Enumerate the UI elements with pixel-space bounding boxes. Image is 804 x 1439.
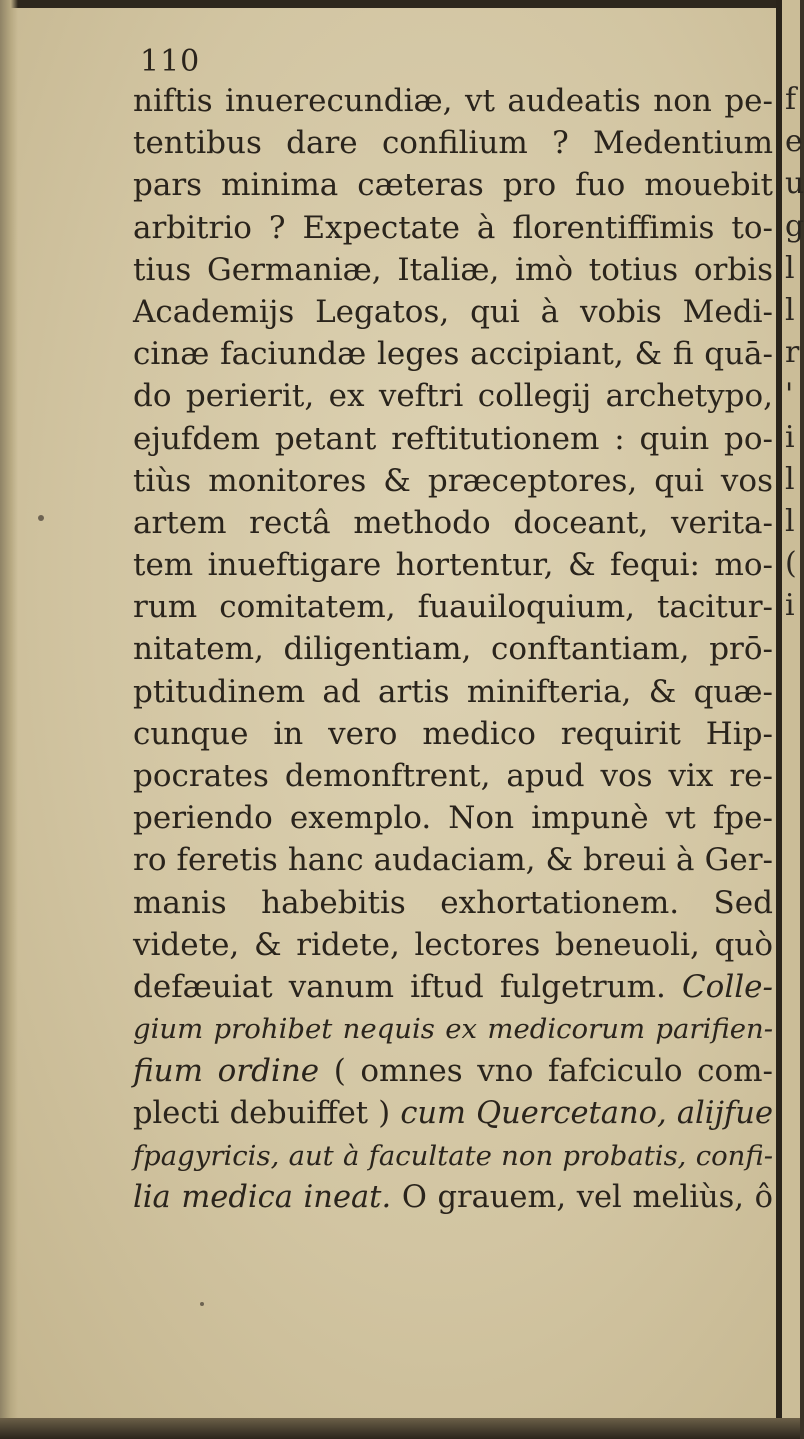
text-line: [133, 671, 773, 713]
facing-page-margin: [782, 0, 804, 1439]
text-segment: nitatem, diligentiam, conftantiam, prō-: [133, 631, 773, 668]
italic-text-segment: cum Quercetano, alijfue: [400, 1095, 773, 1131]
facing-page-fragment: l: [785, 250, 795, 286]
text-segment: tentibus dare confilium ? Medentium: [133, 125, 773, 162]
text-segment: manis habebitis exhortationem. Sed: [133, 884, 773, 921]
text-segment: arbitrio ? Expectate à florentiffimis to-: [133, 209, 773, 246]
page-number: 110: [140, 44, 201, 79]
ink-speck: [200, 1302, 204, 1306]
text-line: [133, 249, 773, 291]
facing-page-fragment: g: [785, 208, 804, 244]
facing-page-fragment: i: [785, 588, 795, 624]
text-segment: ptitudinem ad artis minifteria, & quæ-: [133, 673, 773, 710]
text-line: [133, 713, 773, 755]
top-binding-edge: [0, 0, 800, 8]
text-line: [133, 1177, 773, 1219]
text-segment: ro feretis hanc audaciam, & breui à Ger-: [133, 842, 773, 879]
text-segment: pocrates demonftrent, apud vos vix re-: [133, 758, 773, 794]
text-line: [133, 418, 773, 460]
text-segment: pars minima cæteras pro fuo mouebit: [133, 167, 773, 204]
facing-page-fragment: [785, 671, 799, 711]
facing-page-fragment: l: [785, 461, 795, 497]
facing-page-fragment: [785, 629, 799, 669]
text-segment: ejufdem petant reftitutionem : quin po-: [133, 420, 773, 457]
facing-page-fragment: [785, 840, 799, 880]
text-segment: cunque in vero medico requirit Hip-: [133, 715, 773, 752]
facing-page-fragment: [785, 797, 799, 837]
ink-speck: [38, 515, 44, 521]
facing-page-fragment: [785, 713, 799, 753]
italic-text-segment: lia medica ineat.: [133, 1179, 402, 1215]
text-line: [133, 924, 773, 966]
bottom-page-edge: [0, 1418, 800, 1439]
text-segment: tius Germaniæ, Italiæ, imò totius orbis: [133, 251, 773, 288]
text-line: [133, 1093, 773, 1135]
facing-page-fragment: r: [785, 335, 800, 371]
text-segment: O grauem, vel meliùs, ô: [401, 1179, 773, 1215]
text-segment: defæuiat vanum iftud fulgetrum.: [133, 968, 682, 1005]
text-segment: ( omnes vno fafciculo com-: [333, 1053, 773, 1090]
text-line: [133, 502, 773, 544]
text-segment: tem inueftigare hortentur, & fequi: mo-: [133, 547, 773, 584]
text-line: [133, 164, 773, 206]
facing-page-fragment: [785, 755, 799, 795]
facing-page-fragment: l: [785, 293, 795, 328]
text-line: [133, 797, 773, 839]
text-line: [133, 839, 773, 881]
text-segment: plecti debuiffet ): [133, 1095, 401, 1131]
text-line: [133, 755, 773, 797]
italic-text-segment: fpagyricis, aut à facultate non probatis, confi-: [133, 1139, 773, 1172]
left-page-edge: [0, 0, 18, 1439]
italic-text-segment: Colle-: [681, 968, 773, 1005]
text-line: [133, 966, 773, 1008]
text-segment: cinæ faciundæ leges accipiant, & fi quā-: [133, 336, 773, 373]
text-line: [133, 586, 773, 628]
text-segment: videte, & ridete, lectores beneuoli, quò: [133, 926, 773, 963]
text-segment: Academijs Legatos, qui à vobis Medi-: [133, 293, 773, 330]
text-line: [133, 544, 773, 586]
text-line: [133, 1008, 773, 1050]
text-segment: rum comitatem, fuauiloquium, tacitur-: [133, 589, 773, 626]
text-line: [133, 460, 773, 502]
facing-page-fragment: ': [785, 377, 794, 413]
text-line: [133, 1050, 773, 1092]
text-line: [133, 207, 773, 249]
facing-page-fragment: e: [785, 124, 803, 160]
body-text: [133, 80, 773, 1219]
text-line: [133, 333, 773, 375]
text-line: [133, 375, 773, 417]
facing-page-fragment: u: [785, 166, 804, 202]
italic-text-segment: fium ordine: [133, 1053, 334, 1090]
text-line: [133, 291, 773, 333]
text-segment: do perierit, ex veftri collegij archetypo,: [133, 378, 773, 415]
italic-text-segment: gium prohibet nequis ex medicorum parifien-: [133, 1013, 773, 1046]
text-segment: tiùs monitores & præceptores, qui vos: [133, 462, 773, 499]
text-segment: niftis inuerecundiæ, vt audeatis non pe-: [133, 83, 773, 119]
text-line: [133, 80, 773, 122]
facing-page-fragment: [785, 924, 799, 964]
text-line: [133, 1135, 773, 1177]
text-line: [133, 122, 773, 164]
text-segment: periendo exemplo. Non impunè vt fpe-: [133, 800, 773, 837]
text-line: [133, 628, 773, 670]
facing-page-fragment: (: [785, 546, 797, 582]
facing-page-fragment: [785, 882, 799, 922]
facing-page-fragment: l: [785, 504, 795, 539]
text-line: [133, 882, 773, 924]
facing-page-fragment: i: [785, 419, 795, 455]
text-segment: artem rectâ methodo doceant, verita-: [133, 504, 773, 541]
facing-page-fragment: f: [785, 82, 797, 117]
